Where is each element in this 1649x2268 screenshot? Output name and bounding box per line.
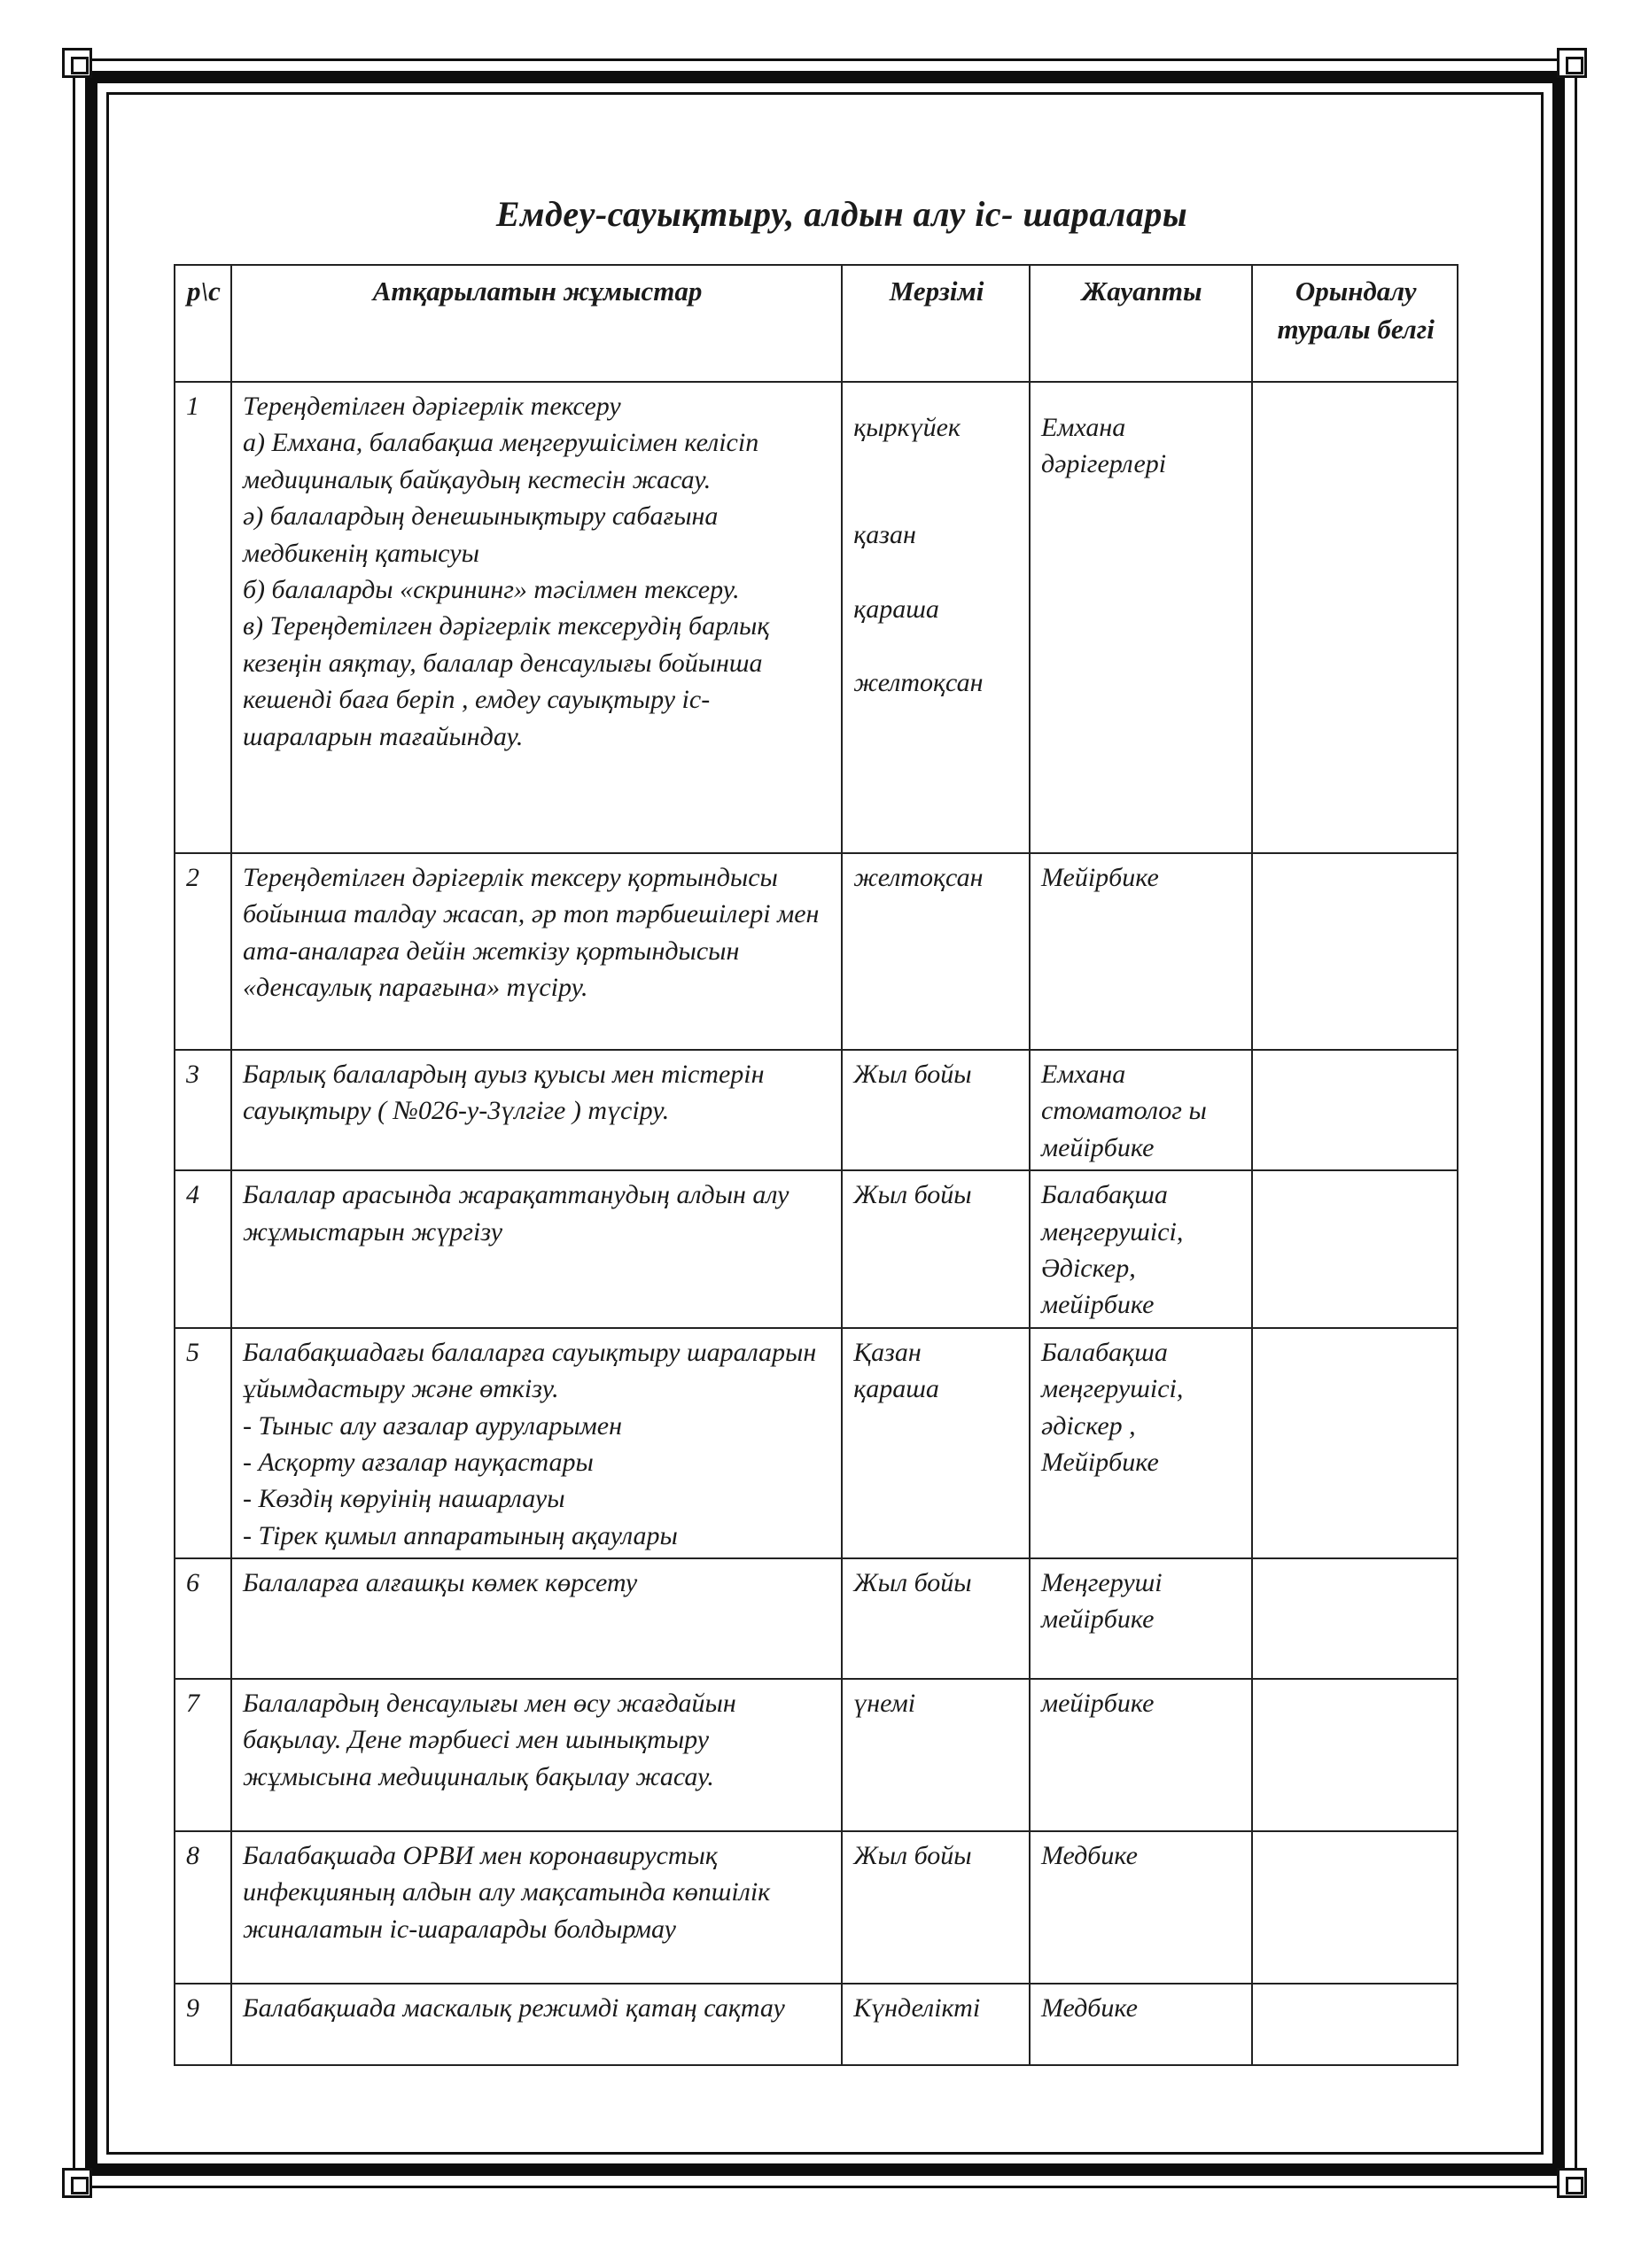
term-cell: [842, 1679, 1030, 1831]
task-line: - Көздің көруінің нашарлауы: [242, 1484, 565, 1514]
responsible-cell: Медбике: [1030, 1984, 1252, 2065]
mark-cell: [1252, 1831, 1458, 1984]
task-cell: [231, 1050, 842, 1170]
term-line: қазан: [853, 520, 916, 550]
term-line: қараша: [853, 594, 939, 624]
term-line: желтоқсан: [853, 668, 984, 698]
table-row: [175, 1328, 1458, 1558]
task-line: - Тыныс алу ағзалар ауруларымен: [242, 1410, 622, 1441]
task-line: б) балаларды «скрининг» тәсілмен тексеру.: [242, 574, 740, 604]
task-line: Балабақшадағы балаларға сауықтыру шараларын ұйымдастыру және өткізу.: [242, 1337, 817, 1404]
table-row: [175, 382, 1458, 853]
task-line: Тереңдетілген дәрігерлік тексеру қортындысы бойынша талдау жасап, әр топ тәрбиешілері мен ата-аналарға дейін жеткізу қортындысын «денсаулық парағына» түсіру.: [242, 863, 820, 1003]
row-number: 4: [175, 1170, 231, 1328]
table-row: [175, 1984, 1458, 2065]
mark-cell: [1252, 1050, 1458, 1170]
task-cell: [231, 1170, 842, 1328]
mark-cell: [1252, 1170, 1458, 1328]
task-cell: [231, 1984, 842, 2065]
task-cell: [231, 382, 842, 853]
task-line: Балалар арасында жарақаттанудың алдын алу жұмыстарын жүргізу: [242, 1180, 789, 1247]
header-responsible: Жауапты: [1030, 265, 1252, 382]
mark-cell: [1252, 382, 1458, 853]
row-number: 3: [175, 1050, 231, 1170]
table-body: [175, 382, 1458, 2065]
term-cell: [842, 1558, 1030, 1679]
task-line: - Тірек қимыл аппаратының ақаулары: [242, 1520, 678, 1550]
term-line: қыркүйек: [853, 413, 961, 442]
responsible-cell: Емхана стоматолог ы мейірбике: [1030, 1050, 1252, 1170]
task-cell: [231, 1558, 842, 1679]
task-line: а) Емхана, балабақша меңгерушісімен келісіп медициналық байқаудың кестесін жасау.: [242, 428, 759, 494]
row-number: 7: [175, 1679, 231, 1831]
header-num: р\с: [175, 265, 231, 382]
row-number: 2: [175, 853, 231, 1050]
term-line: қараша: [853, 1374, 939, 1404]
task-cell: [231, 1679, 842, 1831]
row-number: 1: [175, 382, 231, 853]
term-line: Жыл бойы: [853, 1180, 972, 1210]
term-line: Жыл бойы: [853, 1568, 972, 1598]
header-mark: Орындалу туралы белгі: [1252, 265, 1458, 382]
frame-corner-ornament: [1557, 48, 1587, 78]
header-term: Мерзімі: [842, 265, 1030, 382]
table-row: [175, 1050, 1458, 1170]
responsible-cell: Меңгеруші мейірбике: [1030, 1558, 1252, 1679]
activities-table: [174, 264, 1458, 2066]
task-cell: [231, 1831, 842, 1984]
task-line: - Асқорту ағзалар науқастары: [242, 1447, 594, 1477]
mark-cell: [1252, 1328, 1458, 1558]
table-row: [175, 1831, 1458, 1984]
task-line: Балабақшада ОРВИ мен коронавирустық инфекцияның алдын алу мақсатында көпшілік жиналатын іс-шараларды болдырмау: [242, 1841, 771, 1944]
row-number: 6: [175, 1558, 231, 1679]
term-spacer: [853, 554, 1020, 591]
term-spacer: [853, 627, 1020, 664]
term-line: Күнделікті: [853, 1993, 981, 2023]
table-row: [175, 1170, 1458, 1328]
frame-corner-ornament: [1557, 2168, 1587, 2198]
term-cell: [842, 1328, 1030, 1558]
task-line: ә) балалардың денешынықтыру сабағына медбикенің қатысуы: [242, 501, 719, 568]
table-row: [175, 1558, 1458, 1679]
responsible-cell: Балабақша меңгерушісі, әдіскер , Мейірбике: [1030, 1328, 1252, 1558]
term-line: Қазан: [853, 1337, 922, 1367]
term-cell: [842, 1050, 1030, 1170]
responsible-cell: мейірбике: [1030, 1679, 1252, 1831]
task-cell: [231, 1328, 842, 1558]
term-cell: [842, 853, 1030, 1050]
document-title: Емдеу-сауықтыру, алдын алу іс- шаралары: [495, 194, 1188, 234]
task-line: Барлық балалардың ауыз қуысы мен тістерін сауықтыру ( №026-у-3үлгіге ) түсіру.: [242, 1060, 765, 1126]
mark-cell: [1252, 853, 1458, 1050]
term-spacer: [853, 446, 1020, 517]
row-number: 9: [175, 1984, 231, 2065]
mark-cell: [1252, 1558, 1458, 1679]
mark-cell: [1252, 1984, 1458, 2065]
row-number: 8: [175, 1831, 231, 1984]
frame-corner-ornament: [62, 2168, 92, 2198]
task-line: Балабақшада маскалық режимді қатаң сақтау: [242, 1993, 785, 2023]
frame-corner-ornament: [62, 48, 92, 78]
table-row: [175, 1679, 1458, 1831]
term-cell: [842, 1831, 1030, 1984]
term-cell: [842, 1984, 1030, 2065]
mark-cell: [1252, 1679, 1458, 1831]
table-row: [175, 853, 1458, 1050]
responsible-cell: Мейірбике: [1030, 853, 1252, 1050]
term-cell: [842, 1170, 1030, 1328]
row-number: 5: [175, 1328, 231, 1558]
term-line: желтоқсан: [853, 863, 984, 892]
responsible-cell: Медбике: [1030, 1831, 1252, 1984]
task-line: в) Тереңдетілген дәрігерлік тексерудің барлық кезеңін аяқтау, балалар денсаулығы бойынша кешенді баға беріп , емдеу сауықтыру іс-шараларын тағайындау.: [242, 611, 770, 751]
header-task: Атқарылатын жұмыстар: [231, 265, 842, 382]
task-line: Балалардың денсаулығы мен өсу жағдайын бақылау. Дене тәрбиесі мен шынықтыру жұмысына медициналық бақылау жасау.: [242, 1689, 736, 1791]
task-cell: [231, 853, 842, 1050]
term-line: Жыл бойы: [853, 1060, 972, 1089]
responsible-cell: Емхана дәрігерлері: [1030, 382, 1252, 853]
table-header-row: [175, 265, 1458, 382]
task-line: Балаларға алғашқы көмек көрсету: [242, 1568, 638, 1598]
term-line: Жыл бойы: [853, 1841, 972, 1871]
responsible-cell: Балабақша меңгерушісі, Әдіскер, мейірбике: [1030, 1170, 1252, 1328]
task-line: Тереңдетілген дәрігерлік тексеру: [242, 392, 621, 421]
term-cell: [842, 382, 1030, 853]
term-line: үнемі: [853, 1689, 916, 1719]
